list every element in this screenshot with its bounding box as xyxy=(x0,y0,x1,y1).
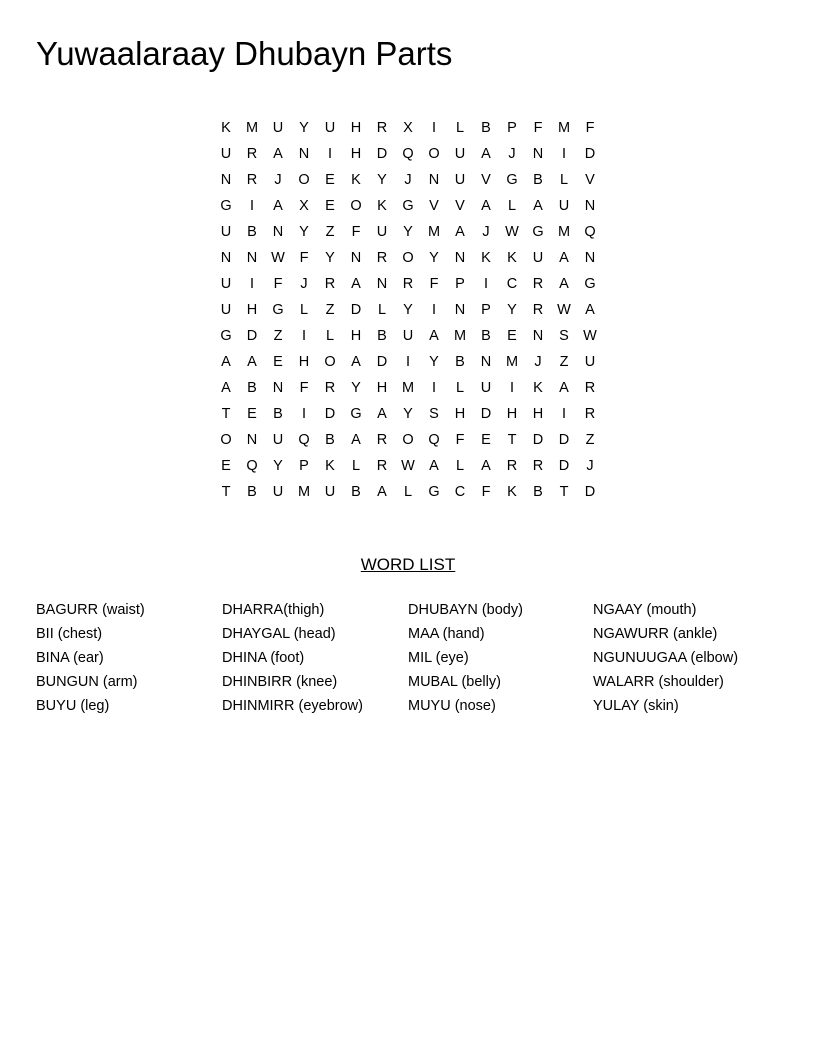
grid-letter: O xyxy=(428,146,440,162)
grid-letter: Z xyxy=(325,302,335,318)
grid-letter: F xyxy=(299,250,309,266)
grid-row xyxy=(213,427,603,453)
grid-row xyxy=(213,375,603,401)
grid-letter: Y xyxy=(403,302,413,318)
grid-letter: F xyxy=(585,120,595,136)
grid-letter: U xyxy=(220,302,232,318)
page-title: Yuwaalaraay Dhubayn Parts xyxy=(36,35,453,72)
grid-letter: W xyxy=(557,302,571,318)
grid-letter: N xyxy=(220,172,232,188)
grid-letter: J xyxy=(274,172,282,188)
grid-letter: X xyxy=(403,120,413,136)
grid-letter: A xyxy=(351,354,361,370)
grid-letter: K xyxy=(481,250,491,266)
grid-letter: B xyxy=(247,224,257,240)
grid-letter: U xyxy=(220,224,232,240)
grid-letter: R xyxy=(376,120,388,136)
grid-letter: D xyxy=(558,432,570,448)
grid-row xyxy=(213,349,603,375)
grid-letter: A xyxy=(273,146,283,162)
grid-letter: H xyxy=(246,302,258,318)
grid-letter: P xyxy=(507,120,517,136)
grid-letter: T xyxy=(221,406,231,422)
grid-letter: I xyxy=(509,380,515,396)
grid-letter: F xyxy=(533,120,543,136)
grid-letter: L xyxy=(455,380,465,396)
grid-letter: Z xyxy=(273,328,283,344)
grid-row xyxy=(213,141,603,167)
grid-letter: Z xyxy=(325,224,335,240)
grid-letter: B xyxy=(533,484,543,500)
grid-letter: N xyxy=(220,250,232,266)
grid-letter: U xyxy=(272,484,284,500)
grid-letter: V xyxy=(429,198,439,214)
grid-letter: O xyxy=(298,172,310,188)
grid-letter: L xyxy=(455,458,465,474)
grid-letter: I xyxy=(327,146,333,162)
grid-letter: U xyxy=(454,172,466,188)
grid-letter: F xyxy=(429,276,439,292)
word-list-item: NGAWURR (ankle) xyxy=(593,626,718,642)
grid-letter: I xyxy=(431,120,437,136)
grid-letter: J xyxy=(534,354,542,370)
grid-letter: W xyxy=(401,458,415,474)
grid-letter: D xyxy=(324,406,336,422)
grid-letter: T xyxy=(221,484,231,500)
grid-letter: B xyxy=(377,328,387,344)
grid-letter: M xyxy=(505,354,519,370)
grid-letter: V xyxy=(455,198,465,214)
grid-letter: A xyxy=(351,432,361,448)
grid-letter: O xyxy=(220,432,232,448)
grid-letter: Y xyxy=(299,120,309,136)
grid-letter: Y xyxy=(429,250,439,266)
grid-letter: E xyxy=(325,172,335,188)
grid-letter: P xyxy=(299,458,309,474)
word-list-item: MAA (hand) xyxy=(408,626,485,642)
grid-letter: R xyxy=(532,302,544,318)
grid-letter: Y xyxy=(507,302,517,318)
grid-letter: J xyxy=(404,172,412,188)
grid-letter: U xyxy=(532,250,544,266)
grid-letter: I xyxy=(561,146,567,162)
grid-letter: R xyxy=(584,380,596,396)
grid-letter: A xyxy=(559,276,569,292)
word-list-item: DHINMIRR (eyebrow) xyxy=(222,698,363,714)
grid-letter: K xyxy=(325,458,335,474)
grid-letter: C xyxy=(506,276,518,292)
grid-letter: Y xyxy=(299,224,309,240)
grid-letter: N xyxy=(428,172,440,188)
grid-letter: N xyxy=(298,146,310,162)
grid-letter: F xyxy=(351,224,361,240)
grid-letter: J xyxy=(482,224,490,240)
grid-letter: B xyxy=(273,406,283,422)
grid-row xyxy=(213,453,603,479)
grid-letter: A xyxy=(481,198,491,214)
grid-letter: F xyxy=(455,432,465,448)
grid-letter: I xyxy=(301,406,307,422)
grid-letter: H xyxy=(350,328,362,344)
word-list-column-1 xyxy=(36,598,145,718)
grid-row xyxy=(213,219,603,245)
grid-letter: S xyxy=(559,328,569,344)
word-list-item: DHUBAYN (body) xyxy=(408,602,523,618)
grid-letter: J xyxy=(508,146,516,162)
grid-letter: E xyxy=(273,354,283,370)
word-list-item: BUYU (leg) xyxy=(36,698,110,714)
grid-letter: C xyxy=(454,484,466,500)
grid-row xyxy=(213,401,603,427)
grid-letter: L xyxy=(325,328,335,344)
grid-letter: G xyxy=(272,302,284,318)
grid-letter: P xyxy=(455,276,465,292)
grid-letter: N xyxy=(350,250,362,266)
word-list-item: DHAYGAL (head) xyxy=(222,626,336,642)
grid-letter: M xyxy=(557,120,571,136)
word-list-item: NGAAY (mouth) xyxy=(593,602,697,618)
grid-letter: N xyxy=(454,250,466,266)
word-search-grid xyxy=(213,115,603,505)
grid-letter: I xyxy=(483,276,489,292)
grid-letter: G xyxy=(506,172,518,188)
grid-letter: N xyxy=(584,250,596,266)
grid-letter: A xyxy=(559,380,569,396)
grid-letter: Q xyxy=(246,458,258,474)
grid-letter: A xyxy=(533,198,543,214)
grid-letter: A xyxy=(247,354,257,370)
word-list-item: BUNGUN (arm) xyxy=(36,674,138,690)
word-list-column-3 xyxy=(408,598,523,718)
grid-letter: I xyxy=(431,380,437,396)
grid-letter: L xyxy=(455,120,465,136)
grid-letter: A xyxy=(481,458,491,474)
grid-letter: U xyxy=(454,146,466,162)
grid-letter: K xyxy=(507,484,517,500)
grid-letter: R xyxy=(324,380,336,396)
grid-letter: A xyxy=(429,458,439,474)
word-list-item: MUYU (nose) xyxy=(408,698,496,714)
grid-letter: R xyxy=(376,458,388,474)
grid-letter: Z xyxy=(585,432,595,448)
grid-letter: T xyxy=(507,432,517,448)
grid-row xyxy=(213,193,603,219)
grid-letter: W xyxy=(505,224,519,240)
grid-letter: E xyxy=(325,198,335,214)
grid-letter: A xyxy=(377,484,387,500)
grid-letter: B xyxy=(247,380,257,396)
grid-row xyxy=(213,245,603,271)
grid-letter: V xyxy=(481,172,491,188)
grid-letter: B xyxy=(481,120,491,136)
grid-letter: L xyxy=(351,458,361,474)
grid-letter: U xyxy=(376,224,388,240)
word-list-item: MUBAL (belly) xyxy=(408,674,501,690)
grid-letter: G xyxy=(532,224,544,240)
grid-letter: I xyxy=(249,198,255,214)
grid-letter: Y xyxy=(273,458,283,474)
grid-letter: T xyxy=(559,484,569,500)
grid-letter: B xyxy=(481,328,491,344)
grid-letter: O xyxy=(324,354,336,370)
word-list-item: DHINA (foot) xyxy=(222,650,305,666)
grid-letter: I xyxy=(249,276,255,292)
grid-row xyxy=(213,479,603,505)
grid-letter: N xyxy=(480,354,492,370)
grid-letter: A xyxy=(221,380,231,396)
grid-letter: Q xyxy=(298,432,310,448)
grid-letter: R xyxy=(246,146,258,162)
grid-letter: M xyxy=(297,484,311,500)
grid-letter: Q xyxy=(428,432,440,448)
grid-letter: R xyxy=(532,458,544,474)
grid-letter: D xyxy=(584,484,596,500)
grid-letter: U xyxy=(480,380,492,396)
grid-letter: I xyxy=(301,328,307,344)
grid-row xyxy=(213,323,603,349)
word-list-item: MIL (eye) xyxy=(408,650,469,666)
grid-row xyxy=(213,271,603,297)
grid-letter: R xyxy=(584,406,596,422)
grid-letter: O xyxy=(350,198,362,214)
grid-letter: Y xyxy=(377,172,387,188)
grid-letter: O xyxy=(402,250,414,266)
grid-letter: U xyxy=(558,198,570,214)
grid-letter: B xyxy=(351,484,361,500)
grid-letter: M xyxy=(401,380,415,396)
grid-letter: J xyxy=(300,276,308,292)
grid-letter: A xyxy=(351,276,361,292)
grid-letter: Q xyxy=(402,146,414,162)
grid-letter: A xyxy=(221,354,231,370)
grid-letter: H xyxy=(506,406,518,422)
grid-letter: V xyxy=(585,172,595,188)
grid-letter: L xyxy=(299,302,309,318)
grid-letter: N xyxy=(532,328,544,344)
grid-letter: U xyxy=(220,146,232,162)
grid-letter: X xyxy=(299,198,309,214)
grid-letter: Q xyxy=(584,224,596,240)
grid-letter: K xyxy=(507,250,517,266)
word-list-item: YULAY (skin) xyxy=(593,698,679,714)
grid-letter: D xyxy=(246,328,258,344)
grid-letter: B xyxy=(247,484,257,500)
grid-row xyxy=(213,115,603,141)
grid-letter: D xyxy=(376,146,388,162)
grid-letter: K xyxy=(221,120,231,136)
grid-letter: G xyxy=(428,484,440,500)
grid-letter: U xyxy=(584,354,596,370)
grid-row xyxy=(213,297,603,323)
grid-letter: B xyxy=(325,432,335,448)
grid-letter: K xyxy=(533,380,543,396)
grid-letter: M xyxy=(427,224,441,240)
grid-letter: E xyxy=(481,432,491,448)
grid-letter: U xyxy=(324,120,336,136)
grid-letter: M xyxy=(245,120,259,136)
grid-letter: J xyxy=(586,458,594,474)
grid-letter: N xyxy=(454,302,466,318)
grid-letter: I xyxy=(405,354,411,370)
grid-letter: D xyxy=(558,458,570,474)
grid-letter: G xyxy=(350,406,362,422)
word-list-item: BAGURR (waist) xyxy=(36,602,145,618)
grid-letter: B xyxy=(533,172,543,188)
grid-letter: N xyxy=(246,432,258,448)
grid-letter: Y xyxy=(403,224,413,240)
word-list-column-4 xyxy=(593,598,738,718)
word-list-heading: WORD LIST xyxy=(360,555,456,574)
grid-letter: L xyxy=(559,172,569,188)
grid-letter: D xyxy=(584,146,596,162)
word-list-column-2 xyxy=(222,598,363,718)
grid-letter: L xyxy=(507,198,517,214)
grid-letter: M xyxy=(453,328,467,344)
grid-letter: D xyxy=(532,432,544,448)
grid-letter: G xyxy=(584,276,596,292)
grid-letter: M xyxy=(557,224,571,240)
grid-letter: R xyxy=(376,250,388,266)
grid-letter: G xyxy=(220,328,232,344)
grid-letter: R xyxy=(324,276,336,292)
grid-letter: D xyxy=(480,406,492,422)
grid-letter: N xyxy=(272,380,284,396)
grid-letter: F xyxy=(299,380,309,396)
grid-letter: L xyxy=(403,484,413,500)
word-list-item: BINA (ear) xyxy=(36,650,104,666)
grid-letter: A xyxy=(559,250,569,266)
grid-letter: H xyxy=(376,380,388,396)
grid-letter: Y xyxy=(351,380,361,396)
grid-letter: A xyxy=(455,224,465,240)
grid-letter: R xyxy=(376,432,388,448)
grid-letter: D xyxy=(350,302,362,318)
grid-letter: H xyxy=(350,120,362,136)
grid-letter: E xyxy=(221,458,231,474)
grid-letter: A xyxy=(377,406,387,422)
grid-letter: U xyxy=(324,484,336,500)
word-list-item: DHINBIRR (knee) xyxy=(222,674,338,690)
grid-letter: L xyxy=(377,302,387,318)
grid-letter: W xyxy=(271,250,285,266)
word-list-item: NGUNUUGAA (elbow) xyxy=(593,650,739,666)
grid-letter: K xyxy=(351,172,361,188)
grid-letter: S xyxy=(429,406,439,422)
grid-letter: Z xyxy=(559,354,569,370)
grid-letter: E xyxy=(507,328,517,344)
grid-letter: R xyxy=(246,172,258,188)
grid-letter: U xyxy=(220,276,232,292)
grid-letter: N xyxy=(584,198,596,214)
grid-letter: N xyxy=(376,276,388,292)
grid-letter: A xyxy=(429,328,439,344)
grid-letter: R xyxy=(506,458,518,474)
grid-letter: U xyxy=(272,120,284,136)
word-list-item: DHARRA(thigh) xyxy=(222,602,325,618)
grid-letter: F xyxy=(273,276,283,292)
grid-letter: H xyxy=(454,406,466,422)
grid-letter: D xyxy=(376,354,388,370)
grid-letter: I xyxy=(561,406,567,422)
grid-letter: P xyxy=(481,302,491,318)
word-list-item: WALARR (shoulder) xyxy=(593,674,724,690)
grid-letter: N xyxy=(532,146,544,162)
grid-letter: K xyxy=(377,198,387,214)
grid-letter: W xyxy=(583,328,597,344)
grid-letter: A xyxy=(481,146,491,162)
grid-letter: Y xyxy=(325,250,335,266)
grid-letter: B xyxy=(455,354,465,370)
grid-letter: A xyxy=(585,302,595,318)
grid-letter: R xyxy=(532,276,544,292)
grid-row xyxy=(213,167,603,193)
grid-letter: H xyxy=(350,146,362,162)
grid-letter: R xyxy=(402,276,414,292)
grid-letter: O xyxy=(402,432,414,448)
grid-letter: E xyxy=(247,406,257,422)
grid-letter: N xyxy=(272,224,284,240)
grid-letter: G xyxy=(402,198,414,214)
grid-letter: A xyxy=(273,198,283,214)
word-list-item: BII (chest) xyxy=(36,626,103,642)
grid-letter: N xyxy=(246,250,258,266)
grid-letter: Y xyxy=(429,354,439,370)
grid-letter: G xyxy=(220,198,232,214)
grid-letter: U xyxy=(402,328,414,344)
grid-letter: F xyxy=(481,484,491,500)
grid-letter: H xyxy=(532,406,544,422)
grid-letter: Y xyxy=(403,406,413,422)
grid-letter: I xyxy=(431,302,437,318)
grid-letter: H xyxy=(298,354,310,370)
grid-letter: U xyxy=(272,432,284,448)
